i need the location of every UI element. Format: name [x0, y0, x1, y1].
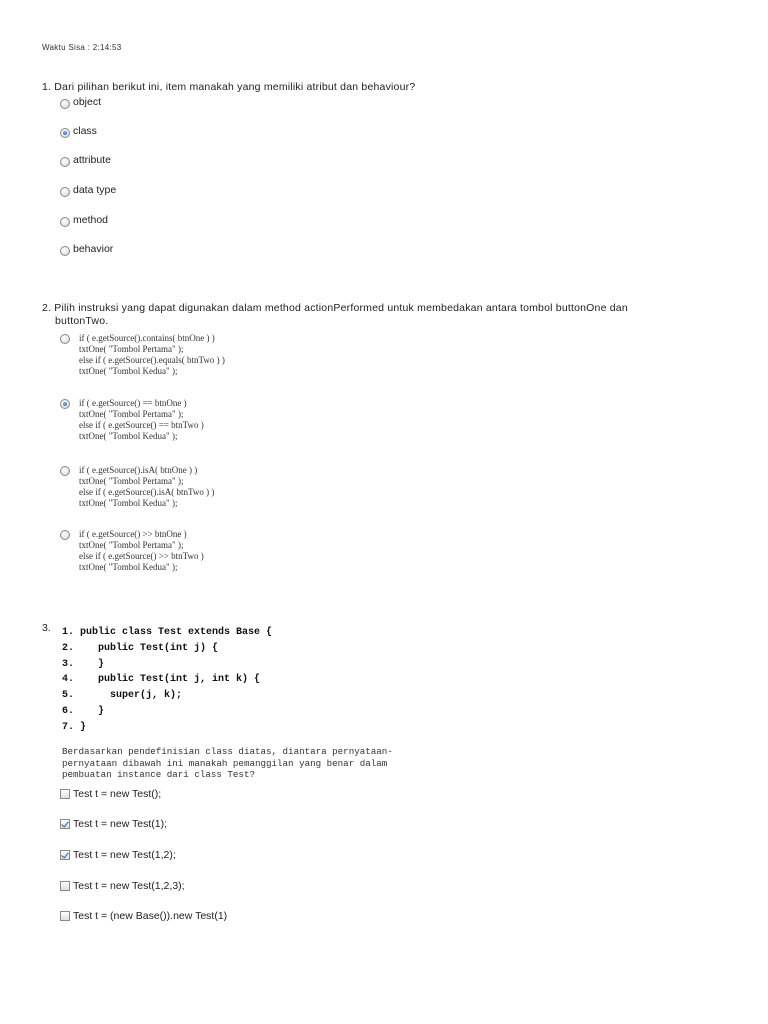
q1-option-method[interactable] — [60, 214, 108, 227]
checkbox[interactable] — [60, 881, 70, 891]
option-label: Test t = new Test(1); — [73, 818, 168, 830]
checkbox[interactable] — [60, 850, 70, 860]
option-label: Test t = new Test(1,2,3); — [73, 880, 185, 892]
option-label: class — [73, 125, 97, 137]
question-2-line-2: buttonTwo. — [55, 315, 109, 327]
option-label: method — [73, 214, 109, 226]
radio-button[interactable] — [60, 399, 70, 409]
q1-option-attribute[interactable] — [60, 154, 111, 167]
question-2-text — [42, 302, 628, 328]
option-code: if ( e.getSource().contains( btnOne ) ) txtOne( "Tombol Pertama" ); else if ( e.getSource().equals( btnTwo ) ) txtOne( "Tombol Kedua" ); — [79, 333, 225, 376]
checkbox[interactable] — [60, 911, 70, 921]
q1-option-class[interactable] — [60, 125, 97, 138]
code-listing: 1. public class Test extends Base { 2. public Test(int j) { 3. } 4. public Test(int j, int k) { 5. super(j, k); 6. } 7. } — [62, 627, 273, 733]
time-remaining: Waktu Sisa : 2:14:53 — [42, 43, 122, 52]
radio-button[interactable] — [60, 246, 70, 256]
radio-button[interactable] — [60, 128, 70, 138]
radio-button[interactable] — [60, 217, 70, 227]
checkbox[interactable] — [60, 819, 70, 829]
q1-option-object[interactable] — [60, 96, 101, 109]
option-code: if ( e.getSource() == btnOne ) txtOne( "Tombol Pertama" ); else if ( e.getSource() == btnTwo ) txtOne( "Tombol Kedua" ); — [79, 398, 204, 441]
q3-option-no-arg[interactable] — [60, 788, 161, 800]
option-label: behavior — [73, 243, 114, 255]
option-label: Test t = (new Base()).new Test(1) — [73, 910, 228, 922]
q2-option-shift[interactable] — [60, 529, 204, 573]
question-2-line-1: 2. Pilih instruksi yang dapat digunakan dalam method actionPerformed untuk membedakan antara tombol buttonOne dan — [42, 302, 628, 314]
q3-option-one-arg[interactable] — [60, 818, 167, 830]
option-label: data type — [73, 184, 117, 196]
q2-option-isa[interactable] — [60, 465, 214, 509]
q1-option-behavior[interactable] — [60, 243, 113, 256]
q2-option-equality[interactable] — [60, 398, 204, 442]
radio-button[interactable] — [60, 466, 70, 476]
question-3-text: Berdasarkan pendefinisian class diatas, diantara pernyataan- pernyataan dibawah ini manakah pemanggilan yang benar dalam pembuatan instance dari class Test? — [62, 746, 393, 780]
option-label: attribute — [73, 154, 111, 166]
option-label: Test t = new Test(1,2); — [73, 849, 176, 861]
q3-option-two-args[interactable] — [60, 849, 176, 861]
q2-option-contains[interactable] — [60, 333, 225, 377]
option-label: Test t = new Test(); — [73, 788, 162, 800]
radio-button[interactable] — [60, 157, 70, 167]
question-1-text: 1. Dari pilihan berikut ini, item manakah yang memiliki atribut dan behaviour? — [42, 81, 416, 93]
question-3-number: 3. — [42, 622, 51, 634]
radio-button[interactable] — [60, 334, 70, 344]
option-code: if ( e.getSource() >> btnOne ) txtOne( "Tombol Pertama" ); else if ( e.getSource() >> btnTwo ) txtOne( "Tombol Kedua" ); — [79, 529, 204, 572]
radio-button[interactable] — [60, 530, 70, 540]
q1-option-data-type[interactable] — [60, 184, 116, 197]
radio-button[interactable] — [60, 187, 70, 197]
option-code: if ( e.getSource().isA( btnOne ) ) txtOne( "Tombol Pertama" ); else if ( e.getSource().isA( btnTwo ) ) txtOne( "Tombol Kedua" ); — [79, 465, 215, 508]
radio-button[interactable] — [60, 99, 70, 109]
option-label: object — [73, 96, 102, 108]
q3-option-inner-class[interactable] — [60, 910, 227, 922]
q3-option-three-args[interactable] — [60, 880, 185, 892]
checkbox[interactable] — [60, 789, 70, 799]
